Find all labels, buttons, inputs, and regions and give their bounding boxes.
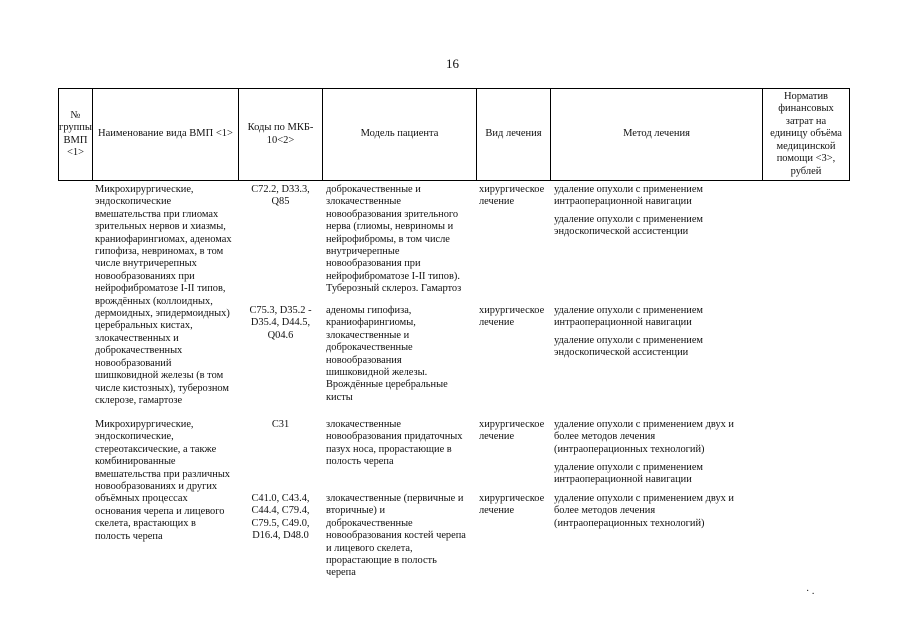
group-1-row-1-codes: C72.2, D33.3, Q85: [251, 184, 310, 208]
group-2-row-2-model: злокачественные (первичные и вторичные) и доброкачественные новообразования костей черепа и лицевого скелета, прорастающие в полость черепа: [326, 493, 466, 579]
group-1-row-1-method-2: удаление опухоли с применением эндоскопической ассистенции: [554, 214, 704, 238]
group-1-row-2-treatment: хирургическое лечение: [479, 305, 545, 329]
group-1-row-1-treatment: хирургическое лечение: [479, 184, 545, 208]
header-group-number: № группы ВМП <1>: [59, 109, 92, 158]
group-2-row-2-treatment: хирургическое лечение: [479, 493, 545, 517]
group-2-row-1-codes: C31: [271, 419, 290, 430]
page-number: 16: [446, 56, 459, 71]
group-2-row-2-codes: C41.0, C43.4, C44.4, C79.4, C79.5, C49.0, D16.4, D48.0: [251, 493, 310, 542]
header-right-border: [849, 88, 850, 181]
group-1-row-2-method-2: удаление опухоли с применением эндоскопической ассистенции: [554, 335, 704, 359]
group-1-row-2-model: аденомы гипофиза, краниофарингиомы, злокачественные и доброкачественные новообразования шишковидной железы. Врождённые церебральные кисты: [326, 305, 448, 403]
header-cost-norm: Норматив финансовых затрат на единицу объёма медицинской помощи <3>, рублей: [770, 90, 842, 177]
header-icd-codes: Коды по МКБ- 10<2>: [247, 122, 314, 146]
footer-marks: · .: [806, 586, 815, 597]
group-1-row-2-codes: C75.3, D35.2 - D35.4, D44.5, Q04.6: [249, 305, 312, 341]
group-2-name: Микрохирургические, эндоскопические, стереотаксические, а также комбинированные вмешательства при различных новообразованиях и других объёмных процессах основания черепа и лицевого скелета, врастающих в полость черепа: [95, 419, 231, 542]
group-2-row-1-model: злокачественные новообразования придаточных пазух носа, прорастающие в полость черепа: [326, 419, 463, 468]
group-2-row-1-method-2: удаление опухоли с применением интраоперационной навигации: [554, 462, 704, 486]
group-2-row-2-method-1: удаление опухоли с применением двух и более методов лечения (интраоперационных технологий): [554, 493, 734, 529]
group-2-row-1-method-1: удаление опухоли с применением двух и более методов лечения (интраоперационных технологий): [554, 419, 734, 455]
header-patient-model: Модель пациента: [360, 128, 439, 140]
group-1-row-1-method-1: удаление опухоли с применением интраоперационной навигации: [554, 184, 704, 208]
header-bottom-border: [58, 180, 850, 181]
header-vmp-name: Наименование вида ВМП <1>: [98, 128, 233, 140]
group-1-name: Микрохирургические, эндоскопические вмешательства при глиомах зрительных нервов и хиазмы, краниофарингиомах, аденомах гипофиза, невриномах, в том числе внутричерепных новообразованиях при нейрофиброматозе I-II типов, врождённых (коллоидных, дермоидных, эпидермоидных) церебральных кистах, злокачественных и доброкачественных новообразований шишковидной железы (в том числе кистозных), туберозном склерозе, гамартозе: [95, 184, 232, 406]
header-treatment-type: Вид лечения: [485, 128, 542, 140]
group-1-row-1-model: доброкачественные и злокачественные новообразования зрительного нерва (глиомы, невриномы и нейрофибромы, в том числе внутричерепные новообразования при нейрофиброматозе I-II типов). Туберозный склероз. Гамартоз: [326, 184, 462, 295]
group-2-row-1-treatment: хирургическое лечение: [479, 419, 545, 443]
header-treatment-method: Метод лечения: [623, 128, 690, 140]
group-1-row-2-method-1: удаление опухоли с применением интраоперационной навигации: [554, 305, 704, 329]
